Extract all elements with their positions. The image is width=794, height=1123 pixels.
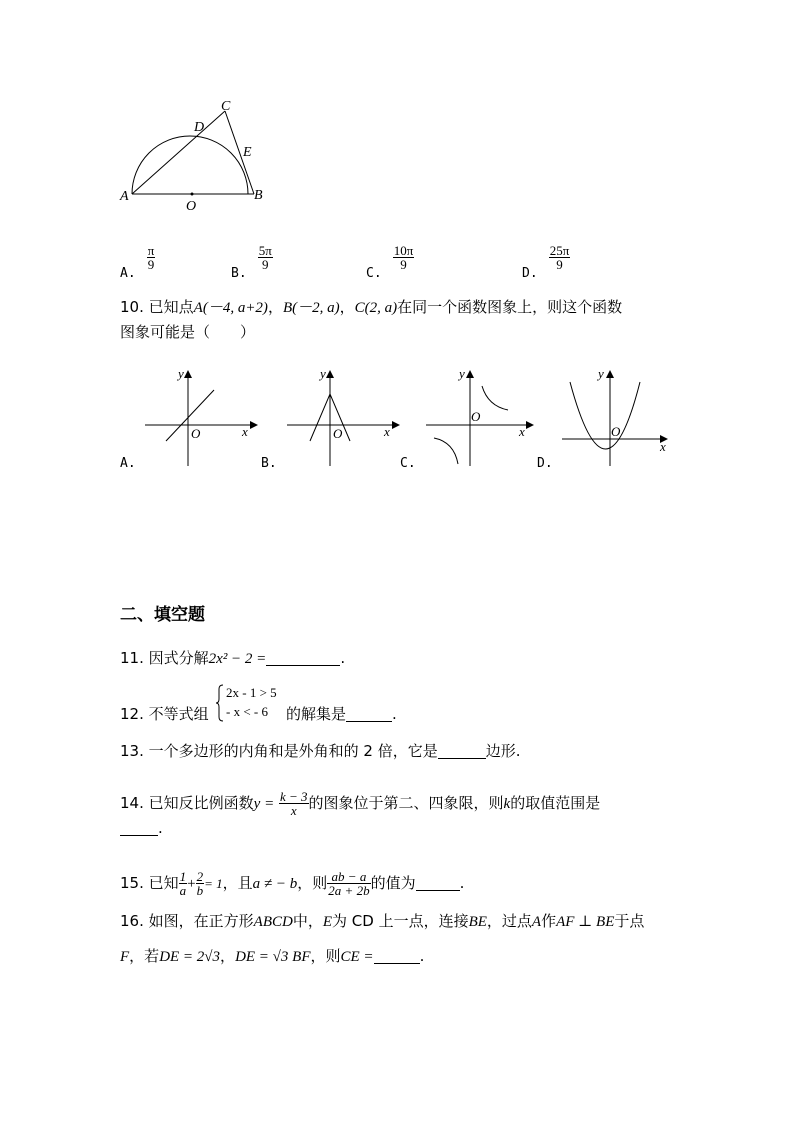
fraction: $\frac{2}{b}$ [196,869,204,898]
svg-text:O: O [333,426,343,441]
q10-line1: 10. 已知点A(－4, a+2)，B(－2, a)，C(2, a)在同一个函数图象上，则这个函数 [120,298,623,316]
label-o: O [186,199,197,214]
svg-text:x: x [242,424,248,439]
answer-blank[interactable] [374,947,420,964]
label-b: B [254,188,263,203]
svg-text:x: x [519,424,525,439]
fraction: $\frac{ab - a}{2a + 2b}$ [328,869,370,898]
label-c: C [221,99,231,114]
fraction: $\frac{\pi}{9}$ [147,243,155,272]
svg-text:x: x [384,424,390,439]
q15: 15. 已知 $\frac{1}{a}$ + $\frac{2}{b}$ = 1，且a ≠ − b，则 $\frac{ab - a}{2a + 2b}$ 的值为 . [120,869,465,898]
q12-suffix: 的解集是 . [286,705,397,723]
answer-blank[interactable] [120,819,158,836]
center-dot [191,193,194,196]
svg-text:x: x [660,439,666,454]
answer-blank[interactable] [346,705,392,722]
q12-prefix: 12. 不等式组 [120,705,209,723]
q9-option-d[interactable]: D. $\frac{25\pi}{9}$ [522,243,570,281]
svg-text:y: y [178,366,184,381]
label-e: E [243,145,252,160]
section-title: 二、填空题 [120,605,205,625]
q9-figure [115,96,275,216]
fraction: $\frac{10\pi}{9}$ [393,243,414,272]
fraction: $\frac{k - 3}{x}$ [279,789,308,818]
answer-blank[interactable] [438,742,486,759]
q9-option-b[interactable]: B. $\frac{5\pi}{9}$ [231,243,272,281]
brace-icon [216,684,224,722]
q10-option-a[interactable]: A. [120,456,136,471]
svg-text:y: y [320,366,326,381]
q10-graph-a [140,366,260,468]
q14-line1: 14. 已知反比例函数y = $\frac{k - 3}{x}$ 的图象位于第二、四象限，则k的取值范围是 [120,789,601,818]
q11: 11. 因式分解2x² − 2 = . [120,649,346,667]
answer-blank[interactable] [266,649,340,666]
fraction: $\frac{25\pi}{9}$ [549,243,570,272]
q16-line1: 16. 如图，在正方形ABCD中，E为 CD 上一点，连接BE，过点A作AF ⊥ BE于点 [120,912,645,930]
q13: 13. 一个多边形的内角和是外角和的 2 倍，它是 边形. [120,742,521,760]
svg-text:O: O [471,409,481,424]
label-d: D [194,120,205,135]
q10-graph-b [282,366,402,468]
semicircle-arc [132,136,248,194]
svg-text:y: y [459,366,465,381]
answer-blank[interactable] [416,874,460,891]
q10-option-c[interactable]: C. [400,456,416,471]
q9-option-c[interactable]: C. $\frac{10\pi}{9}$ [366,243,414,281]
q9-option-a[interactable]: A. $\frac{\pi}{9}$ [120,243,155,281]
q10-line2: 图象可能是（ ） [120,323,256,341]
q10-option-d[interactable]: D. [537,456,553,471]
svg-text:O: O [611,424,621,439]
q16-line2: F，若DE = 2√3，DE = √3 BF，则CE = . [120,947,425,965]
svg-text:y: y [598,366,604,381]
line-ac [132,111,225,194]
q10-graph-c [424,366,544,468]
label-a: A [120,189,129,204]
fraction: $\frac{1}{a}$ [179,869,187,898]
q10-graph-d [560,366,672,468]
svg-text:O: O [191,426,201,441]
q14-line2: . [120,818,163,838]
q10-option-b[interactable]: B. [261,456,277,471]
q12-system: 2x - 1 > 5 - x < - 6 [216,684,282,722]
fraction: $\frac{5\pi}{9}$ [258,243,272,272]
